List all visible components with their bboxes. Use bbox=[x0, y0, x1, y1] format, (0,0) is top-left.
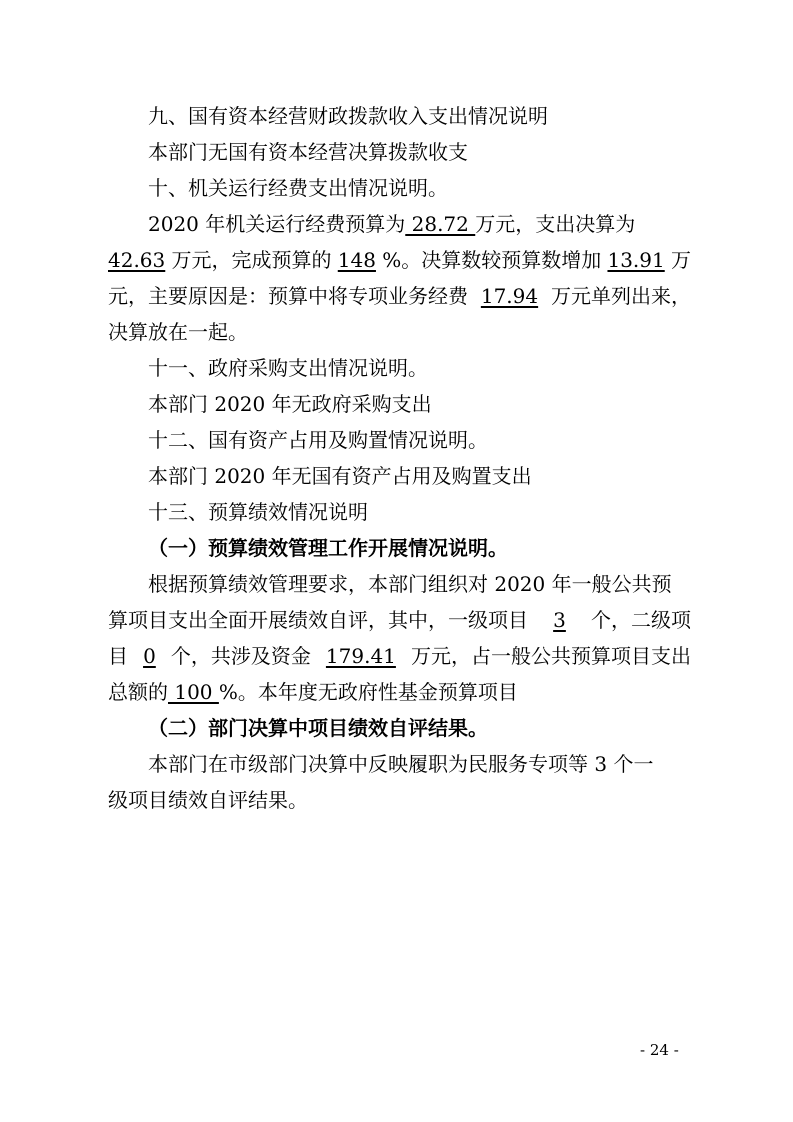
text-fragment: %。决算数较预算数增加 bbox=[382, 248, 602, 272]
final-amount: 42.63 bbox=[108, 248, 166, 272]
increase-amount: 13.91 bbox=[607, 248, 665, 272]
level-1-project-count: 3 bbox=[553, 608, 566, 632]
subsection-1-line-4 bbox=[0, 674, 793, 710]
section-11-heading: 十一、政府采购支出情况说明。 bbox=[148, 356, 428, 380]
subsection-2-line-2: 级项目绩效自评结果。 bbox=[108, 788, 308, 812]
fund-amount: 179.41 bbox=[325, 644, 396, 668]
text-fragment: 总额的 bbox=[108, 680, 168, 704]
text-fragment: 万元，完成预算的 bbox=[171, 248, 332, 272]
section-9-heading: 九、国有资本经营财政拨款收入支出情况说明 bbox=[148, 104, 548, 128]
section-10-line-3 bbox=[108, 278, 691, 314]
subsection-1-line-3 bbox=[108, 638, 691, 674]
text-fragment: 2020 年机关运行经费预算为 bbox=[148, 212, 406, 236]
text-fragment: 万元，支出决算为 bbox=[475, 212, 636, 236]
section-10-line-1 bbox=[0, 206, 793, 242]
text-fragment: 元，主要原因是：预算中将专项业务经费 bbox=[108, 284, 468, 308]
section-10-line-2 bbox=[108, 242, 691, 278]
special-fund-amount: 17.94 bbox=[480, 284, 539, 308]
text-fragment: 个，共涉及资金 bbox=[170, 644, 311, 668]
section-13-heading: 十三、预算绩效情况说明 bbox=[148, 500, 368, 524]
text-fragment: 万 bbox=[670, 248, 691, 272]
level-2-project-count: 0 bbox=[143, 644, 156, 668]
text-fragment: 万元，占一般公共预算项目支出 bbox=[410, 644, 691, 668]
section-11-body: 本部门 2020 年无政府采购支出 bbox=[148, 392, 432, 416]
section-9-body: 本部门无国有资本经营决算拨款收支 bbox=[148, 140, 468, 164]
section-10-heading: 十、机关运行经费支出情况说明。 bbox=[148, 176, 448, 200]
subsection-1-line-2 bbox=[108, 602, 691, 638]
budget-amount: 28.72 bbox=[405, 212, 476, 236]
completion-percent: 148 bbox=[337, 248, 376, 272]
text-fragment: 目 bbox=[108, 644, 128, 668]
text-fragment: %。本年度无政府性基金预算项目 bbox=[218, 680, 518, 704]
text-fragment: 万元单列出来， bbox=[550, 284, 691, 308]
section-10-line-4: 决算放在一起。 bbox=[108, 320, 248, 344]
text-fragment: 算项目支出全面开展绩效自评，其中，一级项目 bbox=[108, 608, 528, 632]
share-percent: 100 bbox=[168, 680, 219, 704]
text-fragment: 个，二级项 bbox=[590, 608, 691, 632]
page-number: - 24 - bbox=[640, 1041, 679, 1059]
subsection-1-line-1: 根据预算绩效管理要求，本部门组织对 2020 年一般公共预 bbox=[148, 572, 672, 596]
subsection-2-line-1: 本部门在市级部门决算中反映履职为民服务专项等 3 个一 bbox=[148, 752, 654, 776]
subsection-2-heading: （二）部门决算中项目绩效自评结果。 bbox=[148, 716, 488, 740]
section-12-body: 本部门 2020 年无国有资产占用及购置支出 bbox=[148, 464, 532, 488]
section-12-heading: 十二、国有资产占用及购置情况说明。 bbox=[148, 428, 488, 452]
subsection-1-heading: （一）预算绩效管理工作开展情况说明。 bbox=[148, 536, 508, 560]
